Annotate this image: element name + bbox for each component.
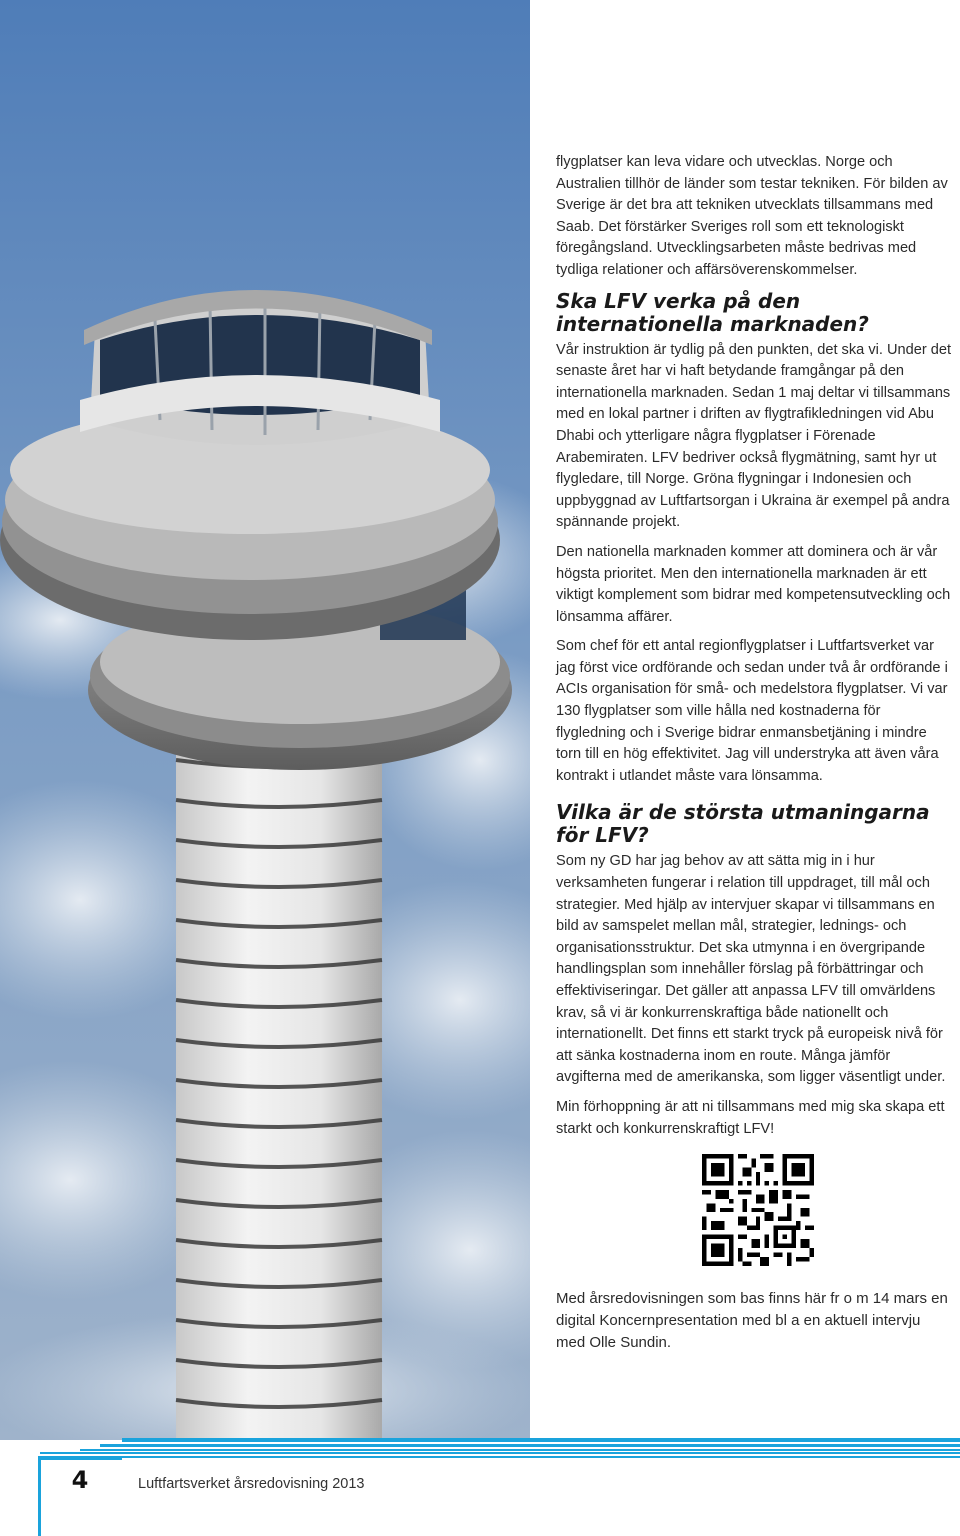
paragraph-international: Vår instruktion är tydlig på den punkten, det ska vi. Under det senaste året har vi haft betydande framgångar på den internationella marknaden. Sedan 1 maj deltar vi tillsammans med en lokal partner i driften av flygtrafikledningen vid Abu Dhabi och ytterligare några flygplatser i Förenade Arabemiraten. LFV bedriver också flygmätning, samt hyr ut flygledare, till Norge. Gröna flygningar i Indonesien och uppbyggnad av Luftfartsorgan i Ukraina är exempel på andra spännande projekt. [556, 341, 952, 531]
footer-stripes [0, 1436, 960, 1476]
article-column [556, 152, 952, 1362]
paragraph-intro: flygplatser kan leva vidare och utvecklas. Norge och Australien tillhör de länder som testar tekniken. För bilden av Sverige är det bra att tekniken utvecklats tillsammans med Saab. Det förstärker Sveriges roll som ett teknologiskt föregångsland. Utvecklingsarbeten måste bedrivas med tydliga relationer och affärsöverenskommelser. [556, 154, 948, 278]
paragraph-national: Den nationella marknaden kommer att dominera och är vår högsta prioritet. Men den internationella marknaden är ett viktigt komplement som bidrar med kompetensutveckling och lönsamma affärer. [556, 543, 951, 625]
footer-title: Luftfartsverket årsredovisning 2013 [138, 1476, 365, 1492]
paragraph-hope: Min förhoppning är att ni tillsammans med mig ska skapa ett starkt och konkurrenskraftigt LFV! [556, 1098, 945, 1137]
paragraph-aci: Som chef för ett antal regionflygplatser i Luftfartsverket var jag först vice ordförande och sedan under två år ordförande i ACIs organisation för små- och medelstora flygplatser. Vi var 130 flygplatser som ville hålla ned kostnaderna för flygledning och i Sverige bidrar enmansbetjäning i mindre torn till en hög effektivitet. Jag vill understryka att även våra kontrakt i utlandet måste vara lönsamma. [556, 638, 948, 784]
paragraph-challenges: Som ny GD har jag behov av att sätta mig in i hur verksamheten fungerar i relation till uppdraget, till mål och strategier. Med hjälp av intervjuer skapar vi tillsammans en bild av samspelet mellan mål, strategier, lednings- och organisationsstruktur. Det ska utmynna i en övergripande handlingsplan som innehåller förslag på förbättringar och effektiviseringar. Det gäller att anpassa LFV till omvärldens krav, så vi är konkurrenskraftiga både nationellt och internationellt. Det finns ett starkt tryck på europeisk nivå för att sänka kostnaderna inom en route. Många jämför avgifterna med de amerikanska, som ligger väsentligt under. [556, 853, 946, 1086]
heading-challenges: Vilka är de största utmaningarna för LFV? [556, 800, 930, 848]
page-number: 4 [71, 1466, 89, 1494]
paragraph-digital-presentation: Med årsredovisningen som bas finns här fr o m 14 mars en digital Koncernpresentation med bl a en aktuell intervju med Olle Sundin. [556, 1290, 948, 1352]
qr-code-icon[interactable] [702, 1154, 814, 1266]
heading-international-market: Ska LFV verka på den internationella marknaden? [556, 288, 869, 336]
